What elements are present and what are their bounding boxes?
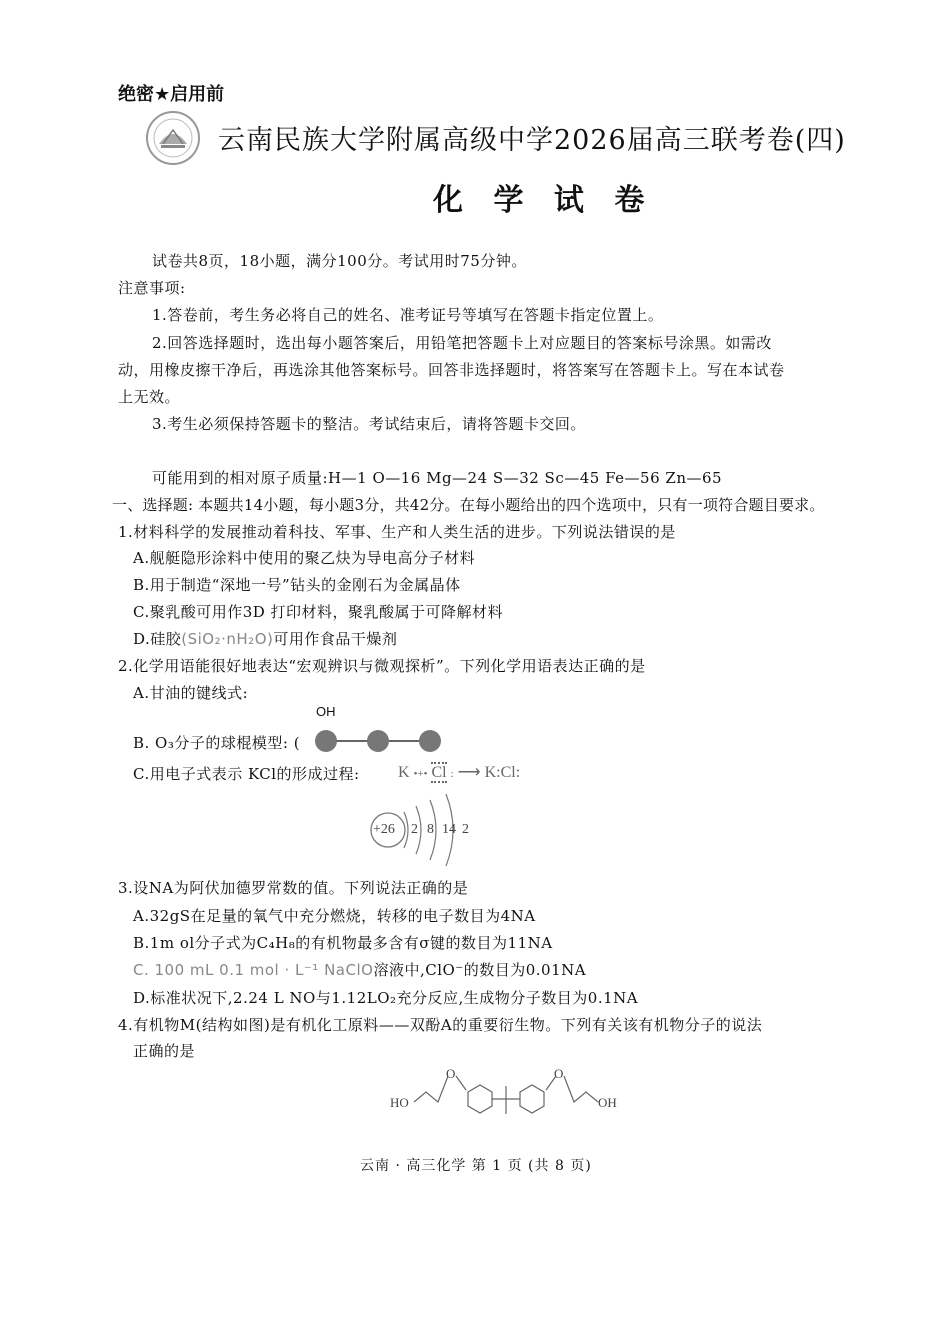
kcl-product: K:Cl: (484, 764, 521, 781)
compound-m-structure (388, 1062, 628, 1142)
fe-shell-2: 8 (427, 822, 434, 837)
notice-title: 注意事项: (118, 279, 186, 297)
kcl-chlorine: Cl (431, 764, 447, 781)
glycerol-oh-label: OH (316, 704, 336, 719)
q1-stem: 1.材料科学的发展推动着科技、军事、生产和人类生活的进步。下列说法错误的是 (118, 523, 676, 541)
hydroxyl-right-label: OH (598, 1095, 617, 1110)
q1-option-c: C.聚乳酸可用作3D 打印材料，聚乳酸属于可降解材料 (133, 603, 504, 621)
ether-oxygen-left-label: O (446, 1066, 456, 1081)
q2-option-c: C.用电子式表示 KCl的形成过程: (133, 765, 360, 783)
silica-gel-formula: (SiO₂·nH₂O) (181, 630, 274, 648)
ozone-ball-stick-model (312, 726, 447, 756)
q2-stem: 2.化学用语能很好地表达“宏观辨识与微观探析”。下列化学用语表达正确的是 (118, 657, 646, 675)
fe-shell-1: 2 (411, 822, 418, 837)
reaction-arrow-icon: ⟶ (457, 764, 481, 781)
q1-option-b: B.用于制造“深地一号”钻头的金刚石为金属晶体 (133, 576, 461, 594)
notice-item-2-line-2: 动，用橡皮擦干净后，再选涂其他答案标号。回答非选择题时，将答案写在答题卡上。写在本试卷 (118, 361, 785, 379)
notice-item-1: 1.答卷前，考生务必将自己的姓名、准考证号等填写在答题卡指定位置上。 (152, 306, 664, 324)
kcl-formation-equation: K •+• Cl : ⟶ K:Cl: (398, 764, 521, 781)
school-logo (145, 110, 201, 166)
fe-nucleus-charge: +26 (373, 822, 395, 837)
fe-atomic-structure (368, 790, 478, 870)
q4-stem-line-2: 正确的是 (133, 1042, 196, 1060)
q3-stem: 3.设NA为阿伏加德罗常数的值。下列说法正确的是 (118, 879, 469, 897)
notice-item-2-line-1: 2.回答选择题时，选出每小题答案后，用铅笔把答题卡上对应题目的答案标号涂黑。如需改 (152, 334, 772, 352)
confidential-label: 绝密★启用前 (118, 84, 225, 105)
q3-option-c-text: 溶液中,ClO⁻的数目为0.01NA (373, 961, 587, 979)
q1-option-d (133, 628, 397, 649)
notice-item-2-line-3: 上无效。 (118, 388, 181, 406)
fe-shell-4: 2 (462, 822, 469, 837)
hydroxyl-left-label: HO (390, 1095, 409, 1110)
q1-option-d-text: 可用作食品干燥剂 (273, 630, 398, 648)
kcl-potassium: K (398, 764, 410, 781)
exam-title: 云南民族大学附属高级中学2026届高三联考卷(四) (218, 125, 846, 156)
notice-item-3: 3.考生必须保持答题卡的整洁。考试结束后，请将答题卡交回。 (152, 415, 586, 433)
ozone-atom-2 (367, 730, 389, 752)
q4-stem-line-1: 4.有机物M(结构如图)是有机化工原料——双酚A的重要衍生物。下列有关该有机物分子的说法 (118, 1016, 763, 1034)
q3-option-a: A.32gS在足量的氧气中充分燃烧，转移的电子数目为4NA (133, 907, 536, 925)
q3-option-c (133, 959, 586, 980)
q1-option-a: A.舰艇隐形涂料中使用的聚乙炔为导电高分子材料 (133, 549, 476, 567)
q3-option-b: B.1m ol分子式为C₄H₈的有机物最多含有σ键的数目为11NA (133, 934, 553, 952)
q1-option-d-label: D.硅胶 (133, 630, 182, 648)
atomic-masses: 可能用到的相对原子质量:H—1 O—16 Mg—24 S—32 Sc—45 Fe—56 Zn—65 (152, 469, 723, 487)
fe-shell-3: 14 (442, 822, 456, 837)
q2-option-b: B. O₃分子的球棍模型: ( (133, 734, 301, 752)
section-1-header: 一、选择题: 本题共14小题，每小题3分，共42分。在每小题给出的四个选项中，只有一项符合题目要求。 (112, 496, 825, 514)
q2-option-a: A.甘油的键线式: (133, 684, 249, 702)
ether-oxygen-right-label: O (554, 1066, 564, 1081)
subject-title: 化 学 试 卷 (433, 183, 655, 218)
page-footer: 云南 · 高三化学 第 1 页 (共 8 页) (360, 1158, 592, 1174)
naclo-solution-spec: C. 100 mL 0.1 mol · L⁻¹ NaClO (133, 961, 374, 979)
ozone-atom-3 (419, 730, 441, 752)
q3-option-d: D.标准状况下,2.24 L NO与1.12LO₂充分反应,生成物分子数目为0.1NA (133, 989, 639, 1007)
ozone-atom-1 (315, 730, 337, 752)
exam-intro: 试卷共8页，18小题，满分100分。考试用时75分钟。 (152, 252, 527, 270)
